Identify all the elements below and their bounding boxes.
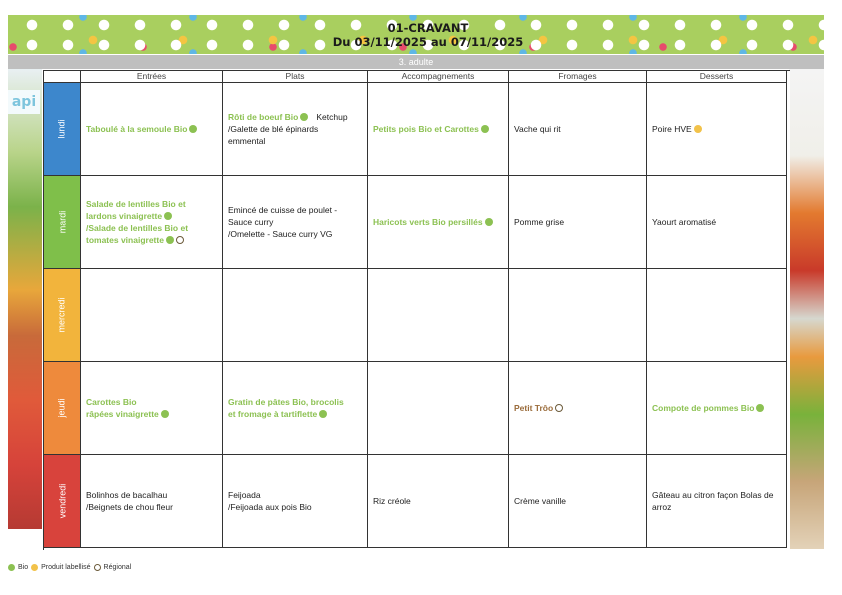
day-label-lundi xyxy=(44,83,81,176)
dish-line xyxy=(86,123,197,135)
dish-line-text: /Salade de lentilles Bio et xyxy=(86,223,189,233)
dish-line xyxy=(228,216,337,228)
bio-icon xyxy=(189,125,197,133)
dish-line-text: arroz xyxy=(652,502,672,512)
menu-cell xyxy=(81,176,223,269)
regional-icon xyxy=(176,236,184,244)
dish-text xyxy=(514,495,566,507)
menu-cell xyxy=(368,176,509,269)
dish-text xyxy=(652,216,716,228)
day-name: mercredi xyxy=(56,297,67,333)
dish-text xyxy=(228,489,312,513)
menu-cell xyxy=(223,176,368,269)
brand-logo: api xyxy=(8,90,40,114)
dish-text xyxy=(86,396,169,420)
dish-line xyxy=(373,216,493,228)
dish-line-text: Petits pois Bio et Carottes xyxy=(373,124,479,134)
dish-text xyxy=(514,123,561,135)
menu-table xyxy=(43,70,790,550)
dish-line-text: Gratin de pâtes Bio, brocolis xyxy=(228,397,344,407)
dish-text xyxy=(228,111,348,147)
menu-cell xyxy=(509,362,647,455)
dish-line-text: Emincé de cuisse de poulet - xyxy=(228,205,338,215)
dish-line xyxy=(514,402,563,414)
label-icon xyxy=(694,125,702,133)
column-header: Plats xyxy=(223,71,368,83)
dish-line xyxy=(86,396,169,408)
dish-line xyxy=(652,216,716,228)
dish-line-text: Petit Trôo xyxy=(514,403,554,413)
dish-line-text: /Beignets de chou fleur xyxy=(86,502,173,512)
dish-line-text: Compote de pommes Bio xyxy=(652,403,755,413)
bio-icon xyxy=(300,113,308,121)
menu-cell xyxy=(81,362,223,455)
dish-text xyxy=(514,216,564,228)
dish-text xyxy=(652,123,702,135)
dish-line xyxy=(228,111,348,123)
bio-icon xyxy=(319,410,327,418)
bio-icon xyxy=(164,212,172,220)
site-name: 01-CRAVANT xyxy=(387,21,469,35)
dish-text xyxy=(86,123,197,135)
dish-line-text: tomates vinaigrette xyxy=(86,235,164,245)
dish-line xyxy=(86,489,173,501)
dish-line xyxy=(228,489,312,501)
bio-icon xyxy=(161,410,169,418)
table-corner xyxy=(44,71,81,83)
dish-text xyxy=(652,489,773,513)
dish-line xyxy=(228,408,344,420)
bio-icon xyxy=(485,218,493,226)
day-name: mardi xyxy=(56,210,67,234)
dish-line-text: /Omelette - Sauce curry VG xyxy=(228,229,333,239)
dish-line-text: Vache qui rit xyxy=(514,124,561,134)
dish-line-text: Haricots verts Bio persillés xyxy=(373,217,483,227)
dish-line-text: Taboulé à la semoule Bio xyxy=(86,124,188,134)
dish-line-text: Poire HVE xyxy=(652,124,692,134)
menu-cell xyxy=(368,83,509,176)
legend xyxy=(8,562,131,574)
day-name: lundi xyxy=(56,119,67,139)
dish-line xyxy=(652,489,773,501)
day-label-mercredi xyxy=(44,269,81,362)
dish-text xyxy=(86,198,188,246)
menu-cell xyxy=(368,362,509,455)
vegetable-decoration-right xyxy=(789,69,824,549)
menu-cell xyxy=(647,269,787,362)
dish-line-text: Pomme grise xyxy=(514,217,565,227)
dish-line xyxy=(373,123,489,135)
dish-line xyxy=(228,135,348,147)
dish-line xyxy=(228,396,344,408)
dish-line xyxy=(652,123,702,135)
dish-text xyxy=(373,123,489,135)
dish-text xyxy=(228,204,337,240)
menu-cell xyxy=(81,455,223,548)
regional-icon xyxy=(555,404,563,412)
dish-text xyxy=(373,216,493,228)
bio-icon xyxy=(8,564,15,571)
dish-text xyxy=(652,402,764,414)
dish-line xyxy=(86,198,188,210)
menu-cell xyxy=(509,269,647,362)
menu-period: Du 03/11/2025 au 07/11/2025 xyxy=(332,35,524,49)
menu-cell xyxy=(509,83,647,176)
dish-line xyxy=(652,402,764,414)
menu-cell xyxy=(223,455,368,548)
menu-cell xyxy=(368,455,509,548)
day-label-jeudi xyxy=(44,362,81,455)
dish-line xyxy=(86,222,188,234)
menu-cell xyxy=(223,362,368,455)
regional-icon xyxy=(94,564,101,571)
menu-cell xyxy=(368,269,509,362)
dish-line-text: Crème vanille xyxy=(514,496,566,506)
header-title xyxy=(308,21,548,49)
menu-header xyxy=(8,15,824,54)
menu-cell xyxy=(647,455,787,548)
dish-line xyxy=(86,501,173,513)
dish-line-text: Carottes Bio xyxy=(86,397,137,407)
dish-line xyxy=(228,204,337,216)
dish-line-text: Feijoada xyxy=(228,490,261,500)
day-label-vendredi xyxy=(44,455,81,548)
dish-line xyxy=(373,495,411,507)
day-label-mardi xyxy=(44,176,81,269)
dish-line-text: /Feijoada aux pois Bio xyxy=(228,502,312,512)
dish-line-text: Gâteau au citron façon Bolas de xyxy=(652,490,774,500)
column-header: Entrées xyxy=(81,71,223,83)
dish-line-text: Rôti de boeuf Bio xyxy=(228,112,299,122)
dish-line xyxy=(228,123,348,135)
dish-line-text: Sauce curry xyxy=(228,217,274,227)
legend-labellise: Produit labellisé xyxy=(41,564,91,571)
menu-cell xyxy=(223,83,368,176)
legend-regional: Régional xyxy=(103,564,132,571)
dish-line-text: Riz créole xyxy=(373,496,411,506)
menu-cell xyxy=(81,83,223,176)
menu-cell xyxy=(509,176,647,269)
dish-text xyxy=(514,402,563,414)
column-header: Desserts xyxy=(647,71,787,83)
dish-line-text: et fromage à tartiflette xyxy=(228,409,318,419)
menu-cell xyxy=(81,269,223,362)
condiment-text: Ketchup xyxy=(316,112,348,122)
bio-icon xyxy=(166,236,174,244)
dish-text xyxy=(86,489,173,513)
dish-line-text: Bolinhos de bacalhau xyxy=(86,490,168,500)
dish-line xyxy=(514,123,561,135)
column-header: Fromages xyxy=(509,71,647,83)
column-header: Accompagnements xyxy=(368,71,509,83)
dish-line xyxy=(514,495,566,507)
dish-line-text: lardons vinaigrette xyxy=(86,211,163,221)
dish-line xyxy=(652,501,773,513)
dish-text xyxy=(228,396,344,420)
menu-category-bar: 3. adulte xyxy=(8,55,824,69)
dish-line-text: /Galette de blé épinards xyxy=(228,124,319,134)
dish-line xyxy=(228,501,312,513)
dish-line xyxy=(86,210,188,222)
dish-line xyxy=(86,408,169,420)
dish-line-text: emmental xyxy=(228,136,266,146)
dish-line-text: Yaourt aromatisé xyxy=(652,217,717,227)
day-name: jeudi xyxy=(56,398,67,418)
dish-line xyxy=(228,228,337,240)
vegetable-decoration-left xyxy=(8,69,42,529)
menu-cell xyxy=(647,362,787,455)
bio-icon xyxy=(756,404,764,412)
dish-line-text: Salade de lentilles Bio et xyxy=(86,199,186,209)
dish-text xyxy=(373,495,411,507)
label-icon xyxy=(31,564,38,571)
legend-bio: Bio xyxy=(18,564,29,571)
menu-cell xyxy=(223,269,368,362)
menu-cell xyxy=(647,83,787,176)
menu-cell xyxy=(647,176,787,269)
menu-cell xyxy=(509,455,647,548)
dish-line xyxy=(514,216,564,228)
bio-icon xyxy=(481,125,489,133)
dish-line xyxy=(86,234,188,246)
dish-line-text: râpées vinaigrette xyxy=(86,409,159,419)
day-name: vendredi xyxy=(57,483,67,519)
